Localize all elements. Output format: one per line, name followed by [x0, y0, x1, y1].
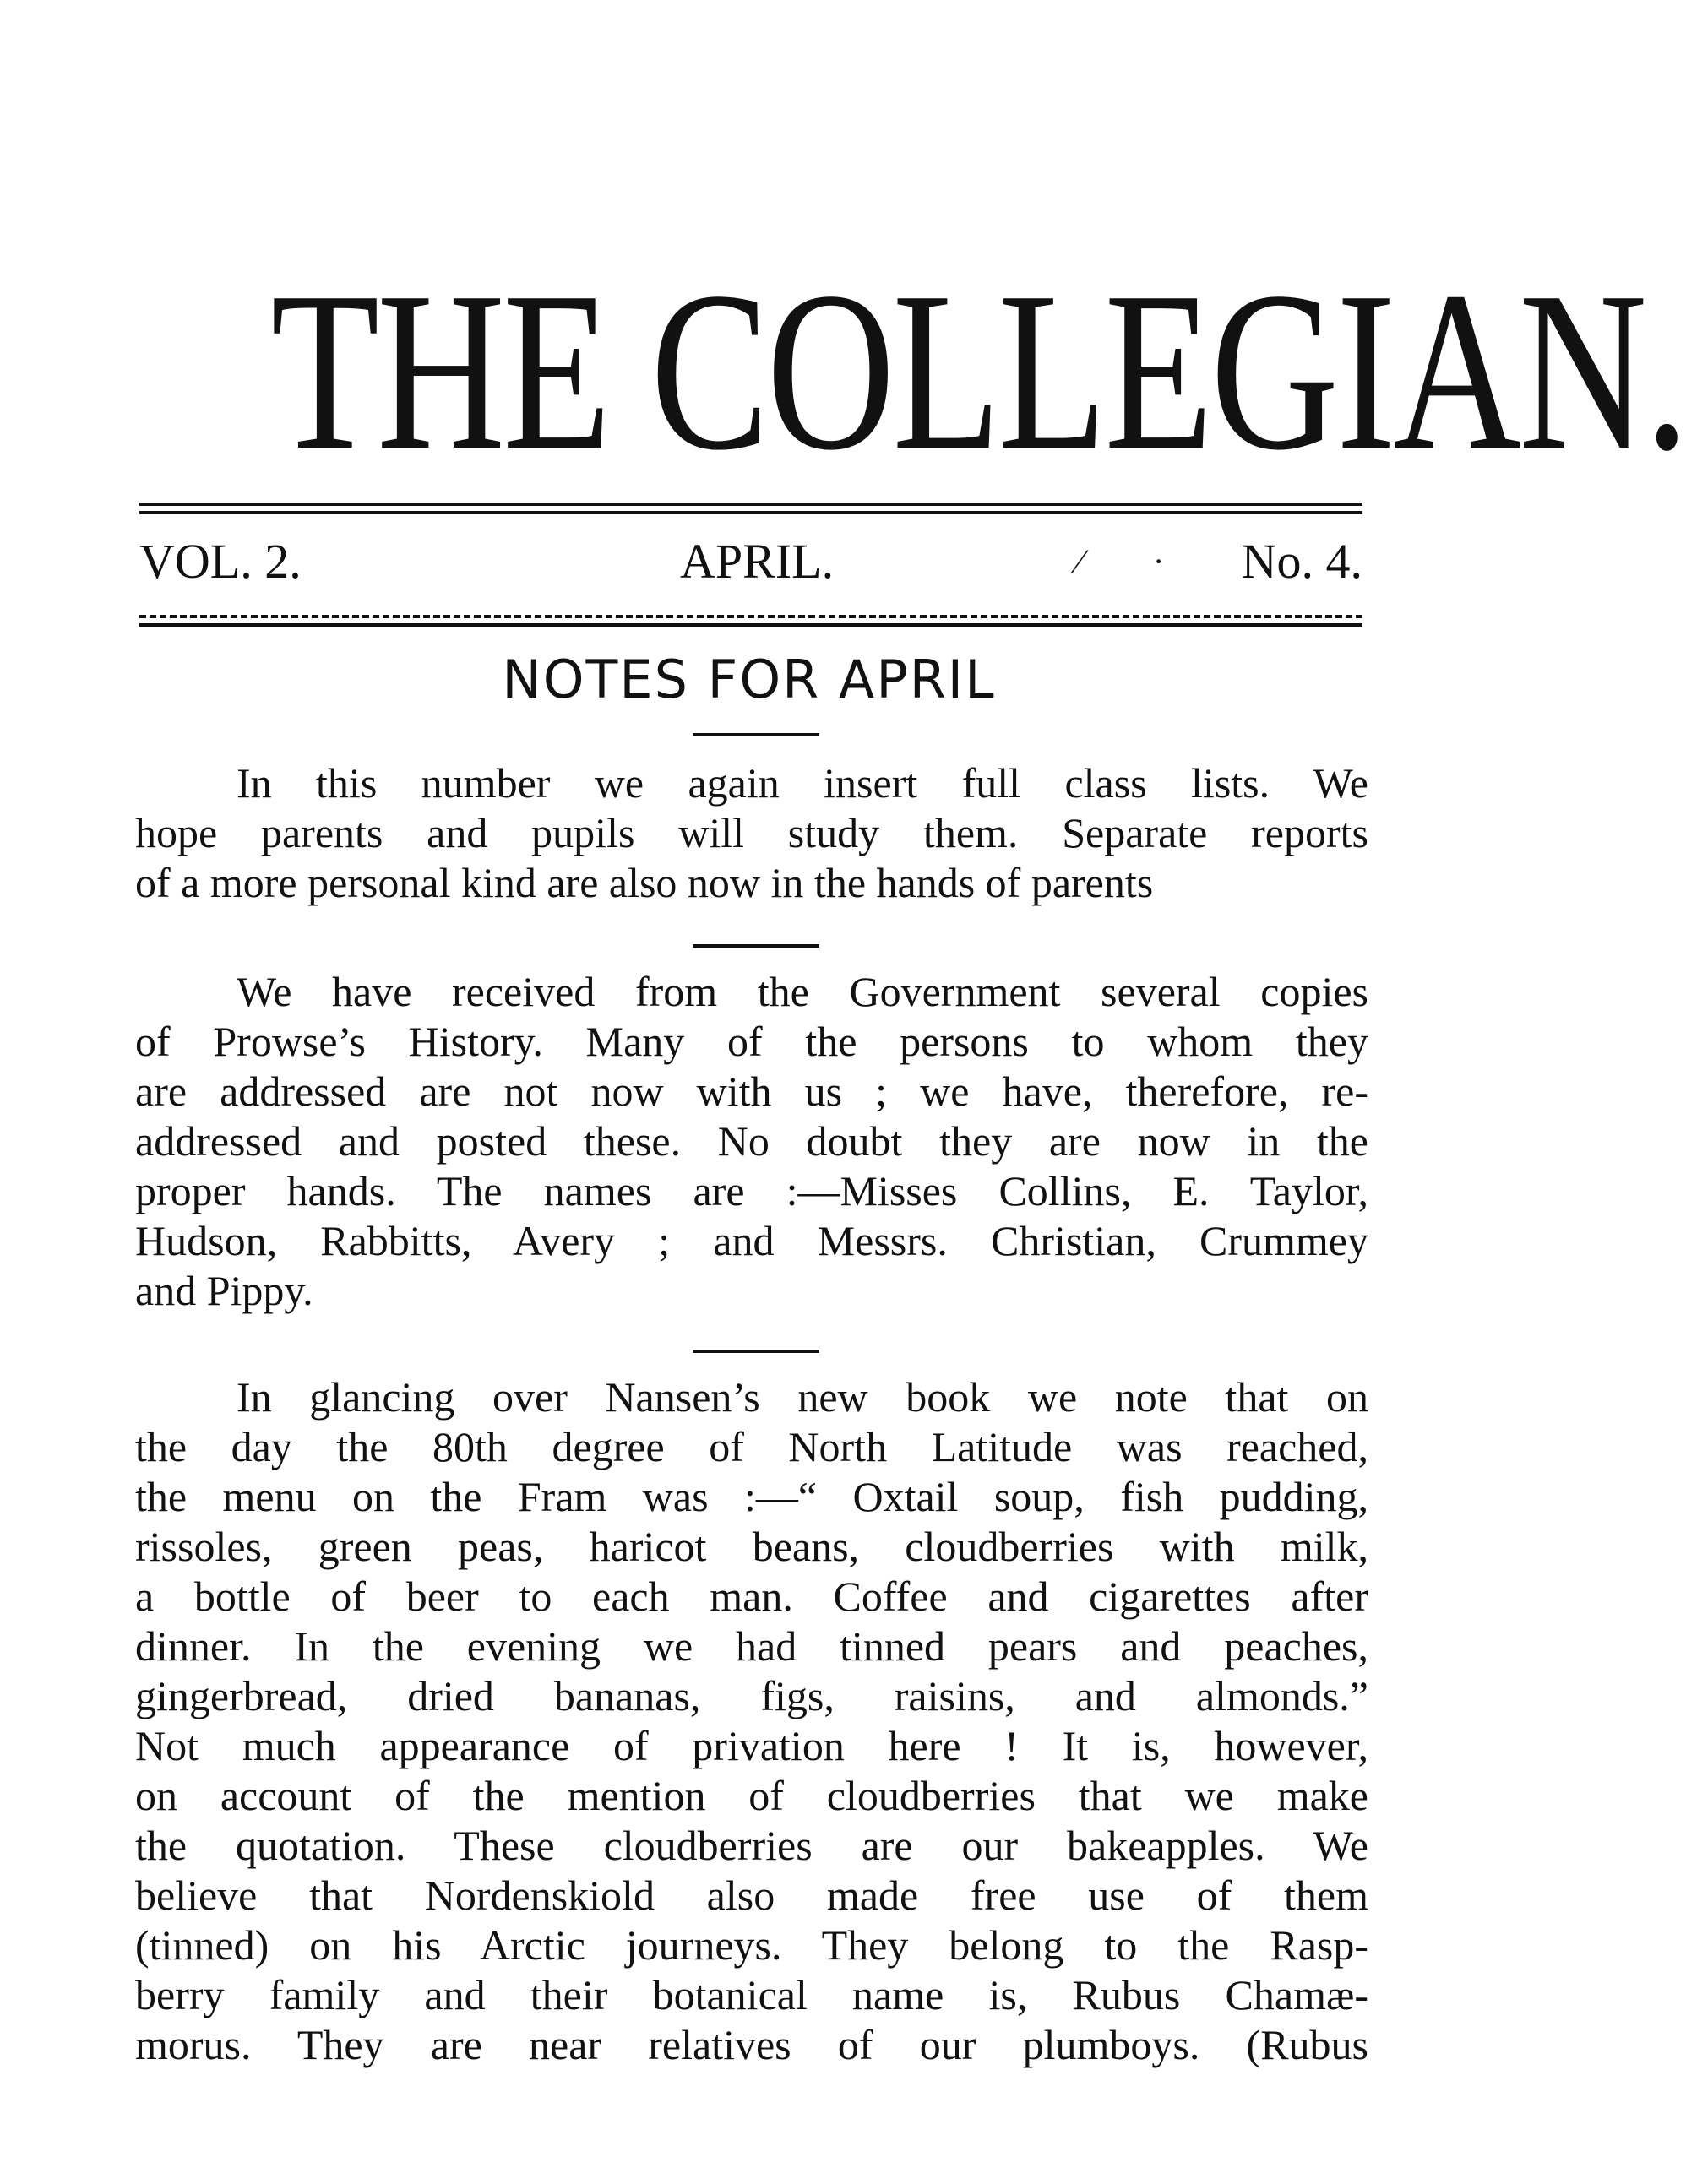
paragraph-nansen-book — [135, 1372, 1368, 2070]
text-line: and Pippy. — [135, 1267, 313, 1314]
text-line: In glancing over Nansen’s new book we note that on — [237, 1373, 1368, 1421]
text-line: on account of the mention of cloudberries that we make — [135, 1772, 1368, 1819]
text-line: a bottle of beer to each man. Coffee and cigarettes after — [135, 1573, 1368, 1620]
handwritten-mark: · — [1153, 542, 1165, 580]
handwritten-mark: ⁄ — [1077, 542, 1083, 580]
text-line: the menu on the Fram was :—“ Oxtail soup, fish pudding, — [135, 1473, 1368, 1520]
issue-month: APRIL. — [680, 534, 835, 589]
section-title: NOTES FOR APRIL — [502, 649, 996, 710]
paragraph-class-lists — [135, 758, 1368, 908]
title-underline — [693, 733, 819, 736]
issue-rule — [139, 615, 1362, 627]
text-line: Hudson, Rabbitts, Avery ; and Messrs. Christian, Crummey — [135, 1217, 1368, 1264]
text-line: of Prowse’s History. Many of the persons to whom they — [135, 1018, 1368, 1065]
text-line: believe that Nordenskiold also made free use of them — [135, 1872, 1368, 1919]
text-line: berry family and their botanical name is, Rubus Chamæ- — [135, 1971, 1368, 2018]
section-divider — [693, 944, 819, 948]
masthead-title: THE COLLEGIAN. — [270, 245, 1686, 497]
text-line: rissoles, green peas, haricot beans, cloudberries with milk, — [135, 1523, 1368, 1570]
text-line: the day the 80th degree of North Latitude was reached, — [135, 1423, 1368, 1470]
text-line: the quotation. These cloudberries are our bakeapples. We — [135, 1822, 1368, 1869]
text-line: gingerbread, dried bananas, figs, raisins, and almonds.” — [135, 1672, 1368, 1719]
masthead-rule — [139, 503, 1362, 514]
text-line: Not much appearance of privation here ! It is, however, — [135, 1722, 1368, 1769]
paragraph-prowse-history — [135, 967, 1368, 1316]
text-line: addressed and posted these. No doubt they are now in the — [135, 1117, 1368, 1165]
text-line: (tinned) on his Arctic journeys. They belong to the Rasp- — [135, 1921, 1368, 1969]
section-divider — [693, 1350, 819, 1353]
text-line: are addressed are not now with us ; we have, therefore, re- — [135, 1068, 1368, 1115]
issue-line — [139, 528, 1362, 595]
text-line: of a more personal kind are also now in the hands of parents — [135, 859, 1154, 906]
text-line: In this number we again insert full class lists. We — [237, 759, 1368, 807]
text-line: We have received from the Government several copies — [237, 968, 1368, 1015]
masthead — [135, 245, 1686, 497]
text-line: hope parents and pupils will study them. Separate reports — [135, 809, 1368, 856]
text-line: morus. They are near relatives of our plumboys. (Rubus — [135, 2021, 1368, 2068]
text-line: proper hands. The names are :—Misses Collins, E. Taylor, — [135, 1167, 1368, 1214]
issue-number: No. 4. — [1241, 534, 1362, 589]
text-line: dinner. In the evening we had tinned pears and peaches, — [135, 1622, 1368, 1670]
volume-label: VOL. 2. — [139, 534, 302, 589]
